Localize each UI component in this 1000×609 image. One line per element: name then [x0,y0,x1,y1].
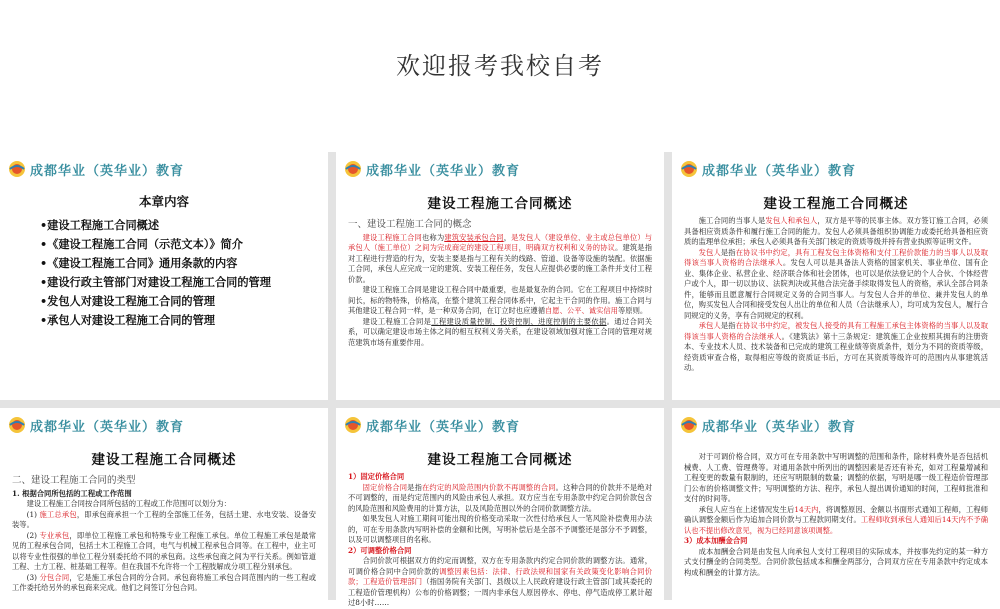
slide-6[interactable] [672,408,1000,600]
text: 是指 [720,247,736,257]
highlight-text: 14天内 [794,504,819,514]
text: 。这种合同的价款并不是绝对不可调整的，而是约定范围内的风险由承包人承担。双方应当在专用条款中约定合同价款包含的风险范围和风险费用的计算方法，以及风险范围以外的合同价款调整方法。 [348,482,653,513]
slide-body [672,212,1000,374]
slide-header [0,408,328,438]
school-name: 成都华业（英华业）教育 [366,164,521,179]
paragraph: 建设工程施工合同按合同所包括的工程或工作范围可以划分为： [26,499,231,508]
highlight-text: 在协议书中约定，被发包人接受的具有工程施工承包主体资格的当事人以及取得该当事人资格的合法继承人 [684,321,989,341]
paragraph [12,510,316,531]
text: (3) [26,572,40,582]
slide-title: 建设工程施工合同概述 [91,452,237,468]
slide-title: 建设工程施工合同概述 [427,452,573,468]
paragraph [12,573,316,594]
highlight-text: 发包人和承包人 [765,216,818,225]
paragraph [684,505,988,537]
sub-heading: 3）成本加酬金合同 [684,536,748,545]
toc-item: •承包人对建设工程施工合同的管理 [40,313,215,327]
school-name: 成都华业（英华业）教育 [30,164,185,179]
slide-4[interactable] [0,408,328,600]
school-logo-icon [344,160,362,178]
highlight-text: 承包人 [698,321,721,330]
highlight-text: 专业承包 [39,530,70,540]
slide-title: 建设工程施工合同概述 [427,196,573,212]
slide-body [336,468,664,609]
slide-header [672,152,1000,182]
text: 建设工程施工合同是 [362,316,432,326]
school-name: 成都华业（英华业）教育 [366,420,521,435]
text: 建设工程施工合同是建设工程合同中最重要，也是最复杂的合同。它在工程项目中持续时间长，标的物特殊，价格高，在整个建筑工程合同体系中，它起主干合同的作用。施工合同与其他建设工程合同一样，是一种双务合同，在订立时也应遵循 [348,285,652,315]
page-title: 欢迎报考我校自考 [396,52,604,80]
text: 。《建筑法》第十三条规定：建筑施工企业按照其拥有的注册资本、专业技术人员、技术装备和已完成的建筑工程业绩等资质条件，划分为不同的资质等级，经资质审查合格，取得相应等级的资质证书后，方可在其资质等级许可的范围内从事建筑活动。 [684,331,989,372]
sub-heading: 1）固定价格合同 [348,472,405,481]
highlight-text: 分包合同 [39,572,70,582]
highlight-text: 固定价格合同 [362,482,408,492]
text: ，将调整原因、金额以书面形式通知工程师，工程师确认调整金额后作为追加合同价款与工程款同期支付。 [684,504,988,524]
highlight-text: 建设工程施工合同 [362,232,422,242]
text: ， [503,232,512,242]
highlight-text: 发包人 [698,247,721,257]
slide-body [672,438,1000,578]
slide-title: 建设工程施工合同概述 [763,196,909,212]
paragraph: 对于可调价格合同，双方可在专用条款中写明调整的范围和条件，除材料费外是否包括机械费、人工费、管理费等。对通用条款中所列出的调整因素是否还有补充，如对工程量增减和工程变更的数量有限制的，还应写明限制的数量；调整的依据，写明是哪一级工程造价管理部门公布的价格调整文件；写明调整的方法、程序，承包人提出调价通知的时间，工程师批准和支付的时间等。 [684,452,988,503]
slide-title: 本章内容 [138,194,189,209]
sub-heading: 2）可调整价格合同 [348,545,412,555]
toc-item: •建设行政主管部门对建设工程施工合同的管理 [40,275,271,289]
text: 承包人应当在上述情况发生后 [698,504,795,514]
paragraph [348,483,652,515]
slide-3[interactable] [672,152,1000,400]
highlight-text: 在约定的风险范围内价款不再调整的合同 [422,482,556,492]
school-logo-icon [680,416,698,434]
section-heading: 一、建设工程施工合同的概念 [348,219,472,230]
highlight-text: 自愿、公平、诚实信用 [545,306,618,315]
highlight-text: 调整因素包括：法律、行政法规和国家有关政策变化影响合同价款；工程造价管理部门 [348,566,653,586]
highlight-text: 工程师收到承包人通知后14天内不予确认也不提出修改意见，视为已经同意该项调整。 [684,515,988,535]
slide-header [336,152,664,182]
text: 。发包人可以是具备法人资格的国家机关、事业单位、国有企业、集体企业、私营企业、经济联合体和社会团体，也可以是依法登记的个人合伙、个体经营户或个人，即一切以协议、法院判决或其他合法完备手续取得发包人的资格，承认全部合同条件，能够而且愿意履行合同规定义务的合同当事人。与发包人合并的单位、兼并发包人的单位，购买发包人合同和接受发包人出让的单位和人员（合法继承人），均可成为发包人，履行合同规定的义务，享有合同规定的权利。 [684,258,989,320]
school-logo-icon [8,160,26,178]
toc-item: •发包人对建设工程施工合同的管理 [40,294,215,308]
text: (1) [26,509,40,519]
toc-item: •《建设工程施工合同（示范文本）》简介 [40,237,243,251]
text: 是指 [720,321,736,330]
slide-5[interactable] [336,408,664,607]
text: ，它是施工承包合同的分合同。承包商将施工承包合同范围内的一些工程或工作委托给另外的承包商来完成。他们之间签订分包合同。 [12,572,317,592]
school-logo-icon [344,416,362,434]
paragraph [348,556,652,609]
school-name: 成都华业（英华业）教育 [30,420,185,435]
slide-header [672,408,1000,438]
text: 也称为 [422,232,445,242]
highlight-text: 建筑安装承包合同 [444,232,504,242]
school-name: 成都华业（英华业）教育 [702,164,857,179]
paragraph [348,317,652,349]
paragraph [348,233,652,286]
underlined-text: 工程建设质量控制、投资控制、进度控制的主要依据 [431,316,607,326]
highlight-text: 是发包人（建设单位、业主或总包单位）与承包人（施工单位）之间为完成商定的建设工程项目，明确双方权利和义务的协议 [348,232,653,252]
slide-header [0,152,328,182]
slide-header [336,408,664,438]
text: 。建筑是指对工程进行营造的行为，安装主要是指与工程有关的线路、管道、设备等设施的装配。依据施工合同，承包人应完成一定的建筑、安装工程任务，发包人应提供必要的施工条件并支付工程价款。 [348,243,652,284]
text: 施工合同的当事人是 [698,216,766,225]
slide-1[interactable] [0,152,328,400]
paragraph [348,285,652,317]
school-logo-icon [680,160,698,178]
text: 。通过合同关系，可以确定建设市场主体之间的相互权利义务关系，在建设领域加强对施工合同的管理对规范建筑市场有重要作用。 [348,316,653,347]
slide-body [0,468,328,594]
text: ，即承包商承担一个工程的全部施工任务，包括土建、水电安装、设备安装等。 [12,509,317,529]
text: 是指 [407,482,422,492]
paragraph: 如果发包人对施工期间可能出现的价格变动采取一次性付给承包人一笔风险补偿费用办法的，可在专用条款内写明补偿的金额和比例，写明补偿后是全部不予调整还是部分不予调整，以及可以调整项目的名称。 [348,514,652,544]
text: ，即单位工程施工承包和特殊专业工程施工承包。单位工程施工承包是最常见的工程承包合同，包括土木工程施工合同，电气与机械工程承包合同等。在工程中，业主可以将专业性很强的单位工程分别委托给不同的承包商。这些承包商之间为平行关系。例如管道工程、土方工程、桩基础工程等。但在我国不允许将一个工程肢解成分项工程分别承包。 [12,530,317,571]
school-logo-icon [8,416,26,434]
highlight-text: 施工总承包 [39,509,77,519]
highlight-text: 在协议书中约定，具有工程发包主体资格和支付工程价款能力的当事人以及取得该当事人资格的合法继承人 [684,247,989,267]
paragraph [12,531,316,573]
toc-item: •《建设工程施工合同》通用条款的内容 [40,256,238,270]
slide-body [336,212,664,348]
text: 等原则。 [617,306,648,315]
sub-heading: 1. 根据合同所包括的工程或工作范围 [12,488,132,498]
paragraph [684,248,988,322]
paragraph [684,216,988,248]
section-heading: 二、建设工程施工合同的类型 [12,475,136,486]
toc-item: •建设工程施工合同概述 [40,218,160,232]
text: (2) [26,530,40,540]
text: ，双方是平等的民事主体。双方签订施工合同，必须具备相应资质条件和履行施工合同的能力。发包人必须具备组织协调能力或委托给具备相应资质的监理单位承担；承包人必须具备有关部门核定的资质等级并持有营业执照等证明文件。 [684,216,989,246]
text: （指国务院有关部门、县级以上人民政府建设行政主管部门或其委托的工程造价管理机构）公布的价格调整；一周内非承包人原因停水、停电、停气造成停工累计超过8小时…… [348,577,653,607]
paragraph: 成本加酬金合同是由发包人向承包人支付工程项目的实际成本，并按事先约定的某一种方式支付酬金的合同类型。合同价款包括成本和酬金两部分，合同双方应在专用条款中约定成本构成和酬金的计算方法。 [684,546,988,577]
paragraph [684,321,988,374]
text: 合同价款可根据双方的约定而调整，双方在专用条款内约定合同价款的调整方法。通常，可调价格合同中合同价款的 [348,556,652,576]
toc-list [0,210,328,330]
school-name: 成都华业（英华业）教育 [702,420,857,435]
slide-2[interactable] [336,152,664,400]
